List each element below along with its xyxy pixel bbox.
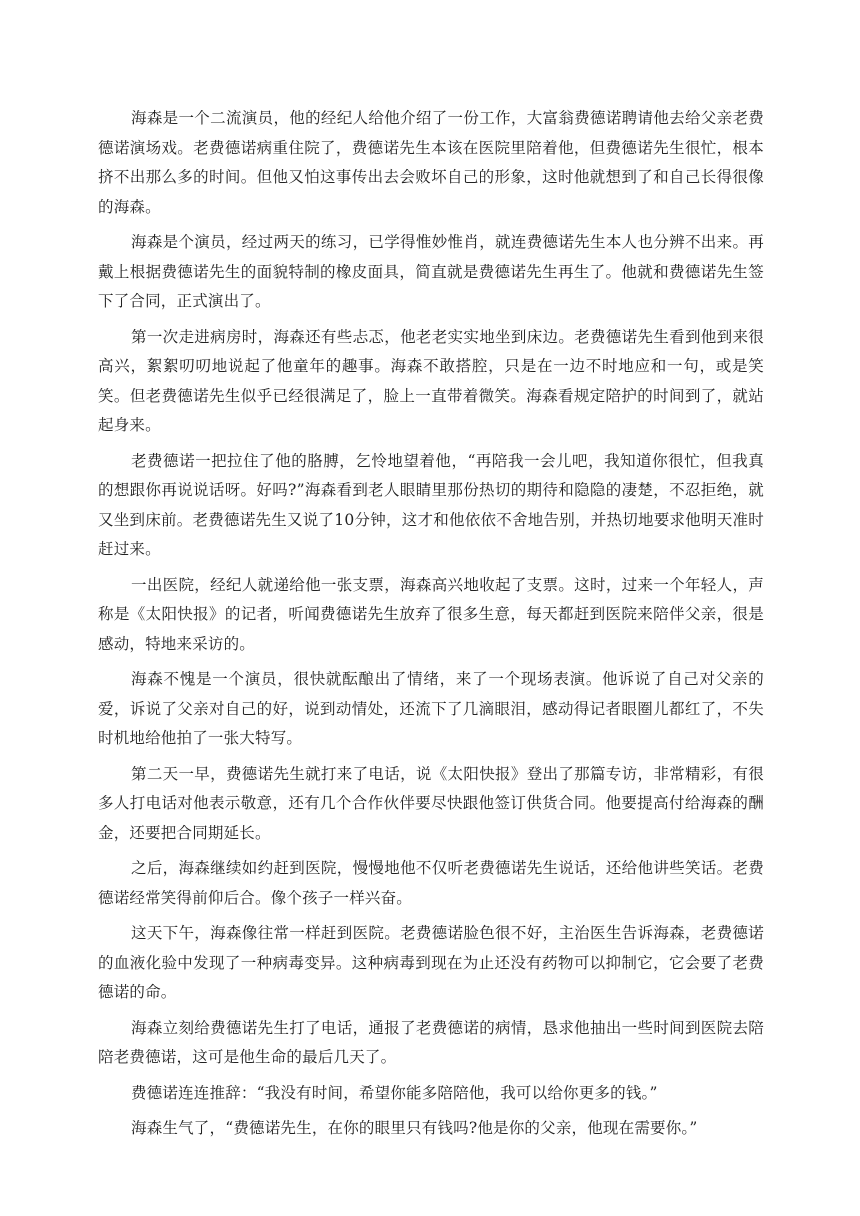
paragraph: 第二天一早，费德诺先生就打来了电话，说《太阳快报》登出了那篇专访，非常精彩，有很多人打电话对他表示敬意，还有几个合作伙伴要尽快跟他签订供货合同。他要提高付给海森的酬金，还要把合同期延长。 [98,764,764,842]
paragraph: 费德诺连连推辞：“我没有时间，希望你能多陪陪他，我可以给你更多的钱。” [131,1083,658,1102]
paragraph: 第一次走进病房时，海森还有些忐忑，他老老实实地坐到床边。老费德诺先生看到他到来很高兴，絮絮叨叨地说起了他童年的趣事。海森不敢搭腔，只是在一边不时地应和一句，或是笑笑。但老费德诺先生似乎已经很满足了，脸上一直带着微笑。海森看规定陪护的时间到了，就站起身来。 [98,327,764,434]
paragraph: 海森不愧是一个演员，很快就酝酿出了情绪，来了一个现场表演。他诉说了自己对父亲的爱，诉说了父亲对自己的好，说到动情处，还流下了几滴眼泪，感动得记者眼圈儿都红了，不失时机地给他拍了一张大特写。 [98,670,764,747]
paragraph: 之后，海森继续如约赶到医院，慢慢地他不仅听老费德诺先生说话，还给他讲些笑话。老费德诺经常笑得前仰后合。像个孩子一样兴奋。 [98,859,764,907]
paragraph: 一出医院，经纪人就递给他一张支票，海森高兴地收起了支票。这时，过来一个年轻人，声称是《太阳快报》的记者，听闻费德诺先生放弃了很多生意，每天都赶到医院来陪伴父亲，很是感动，特地来采访的。 [98,575,764,653]
paragraph: 海森立刻给费德诺先生打了电话，通报了老费德诺的病情，恳求他抽出一些时间到医院去陪陪老费德诺，这可是他生命的最后几天了。 [98,1018,764,1066]
paragraph: 海森是个演员，经过两天的练习，已学得惟妙惟肖，就连费德诺先生本人也分辨不出来。再戴上根据费德诺先生的面貌特制的橡皮面具，简直就是费德诺先生再生了。他就和费德诺先生签下了合同，正式演出了。 [98,233,764,310]
paragraph: 海森生气了，“费德诺先生，在你的眼里只有钱吗?他是你的父亲，他现在需要你。” [131,1119,698,1137]
paragraph: 老费德诺一把拉住了他的胳膊，乞怜地望着他，“再陪我一会儿吧，我知道你很忙，但我真的想跟你再说说话呀。好吗?”海森看到老人眼睛里那份热切的期待和隐隐的凄楚，不忍拒绝，就又坐到床前。老费德诺先生又说了10分钟，这才和他依依不舍地告别，并热切地要求他明天准时赶过来。 [98,451,764,558]
paragraph: 海森是一个二流演员，他的经纪人给他介绍了一份工作，大富翁费德诺聘请他去给父亲老费德诺演场戏。老费德诺病重住院了，费德诺先生本该在医院里陪着他，但费德诺先生很忙，根本挤不出那么多的时间。但他又怕这事传出去会败坏自己的形象，这时他就想到了和自己长得很像的海森。 [98,109,764,216]
article-body [98,104,764,1150]
paragraph: 这天下午，海森像往常一样赶到医院。老费德诺脸色很不好，主治医生告诉海森，老费德诺的血液化验中发现了一种病毒变异。这种病毒到现在为止还没有药物可以抑制它，它会要了老费德诺的命。 [98,924,764,1001]
